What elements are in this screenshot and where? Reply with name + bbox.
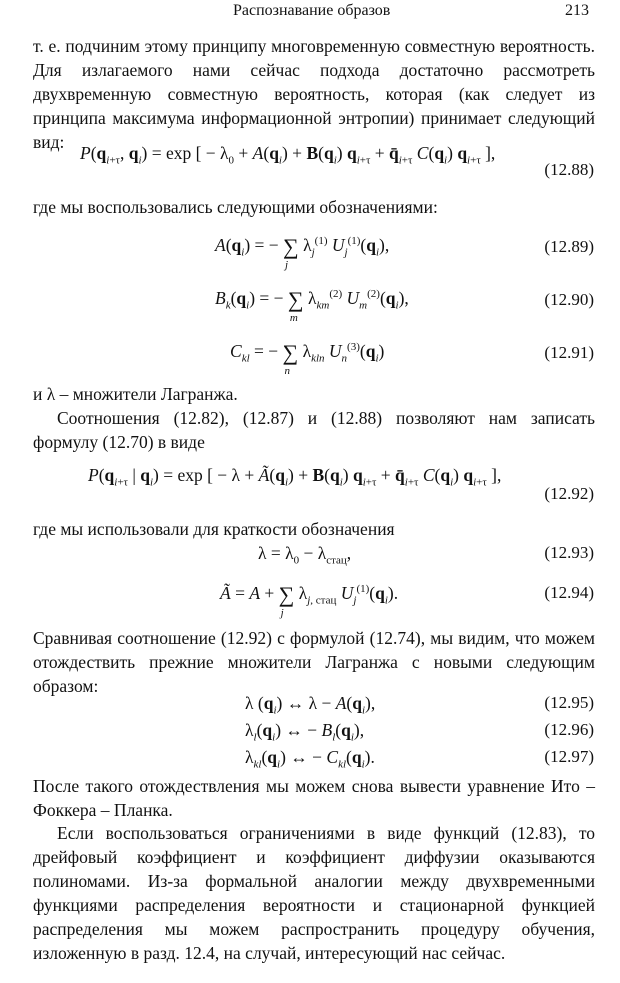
equation-12-91: $C_{kl}$ = − ∑ n $\lambda_{kln}$ $U_n^{(3)}(q_i)$ — [230, 340, 385, 377]
equation-number: (12.90) — [544, 290, 594, 309]
equation-12-89: $A(q_i)$ = − ∑ j $\lambda_j^{(1)}$ $U_j^{(1)}(q_i)$, — [215, 234, 390, 271]
equation-12-88: $P(q_{i+\tau}$, $q_i) = \exp$ [ − $\lambda_0 + A(q_i) + B(q_i) q_{i+\tau}$ + $q̄_{i+\tau}$ $C(q_i)$ $q_{i+\tau}$ ], — [80, 143, 496, 167]
equation-12-92: $P(q_{i+\tau}$ | $q_i) = \exp$ [ − $\lambda + Ã(q_i) + B(q_i) q_{i+\tau}$ + $q̄_{i+\tau}$ $C(q_i)$ $q_{i+\tau}$ ], — [88, 465, 502, 489]
equation-number: (12.92) — [544, 484, 594, 503]
equation-number: (12.95) — [544, 693, 594, 712]
paragraph-2: где мы воспользовались следующими обозначениями: — [33, 197, 438, 217]
equation-number: (12.88) — [544, 160, 594, 179]
page-number: 213 — [565, 2, 589, 19]
equation-12-95: λ $(q_i)$ ↔ $\lambda - A(q_i)$, — [245, 693, 376, 717]
equation-12-96: $\lambda_l(q_i)$ ↔ − $B_l(q_i)$, — [245, 720, 365, 744]
paragraph-1: т. е. подчиним этому принципу многовременную совместную вероятность. Для излагаемого нами сейчас подхода достаточно рассмотреть двухвременную совместную вероятность, которая (как следует из принципа максимума информационной энтропии) принимает следующий вид: — [33, 36, 595, 152]
equation-12-93: $\lambda = \lambda_0 - \lambda_{стац}$, — [258, 543, 352, 567]
paragraph-3: и λ – множители Лагранжа. — [33, 384, 238, 404]
paragraph-8: Если воспользоваться ограничениями в виде функций (12.83), то дрейфовый коэффициент и коэффициент диффузии оказываются полиномами. Из-за формальной аналогии между двухвременными функциями распределения вероятности и стационарной функцией распределения мы можем распространить процедуру обучения, изложенную в разд. 12.4, на случай, интересующий нас сейчас. — [33, 823, 595, 963]
equation-number: (12.94) — [544, 583, 594, 602]
equation-number: (12.93) — [544, 543, 594, 562]
equation-number: (12.96) — [544, 720, 594, 739]
paragraph-4: Соотношения (12.82), (12.87) и (12.88) позволяют нам записать формулу (12.70) в виде — [33, 408, 595, 452]
equation-12-90: $B_k(q_i)$ = − ∑ m $\lambda_{km}^{(2)}$ $U_m^{(2)}(q_i)$, — [215, 287, 409, 324]
equation-12-97: $\lambda_{kl}(q_i)$ ↔ − $C_{kl}(q_i)$. — [245, 747, 375, 771]
equation-number: (12.97) — [544, 747, 594, 766]
paragraph-7: После такого отождествления мы можем снова вывести уравнение Ито – Фоккера – Планка. — [33, 776, 595, 820]
equation-number: (12.89) — [544, 237, 594, 256]
page-header — [0, 0, 620, 22]
equation-12-94: Ã = A + ∑ j $\lambda_{j, стац}$ $U_j^{(1)}(q_i)$. — [220, 582, 399, 619]
paragraph-5: где мы использовали для краткости обозначения — [33, 519, 395, 539]
running-title: Распознавание образов — [233, 2, 391, 19]
paragraph-6: Сравнивая соотношение (12.92) с формулой (12.74), мы видим, что можем отождествить прежние множители Лагранжа с новыми следующим образом: — [33, 628, 595, 696]
equation-number: (12.91) — [544, 343, 594, 362]
